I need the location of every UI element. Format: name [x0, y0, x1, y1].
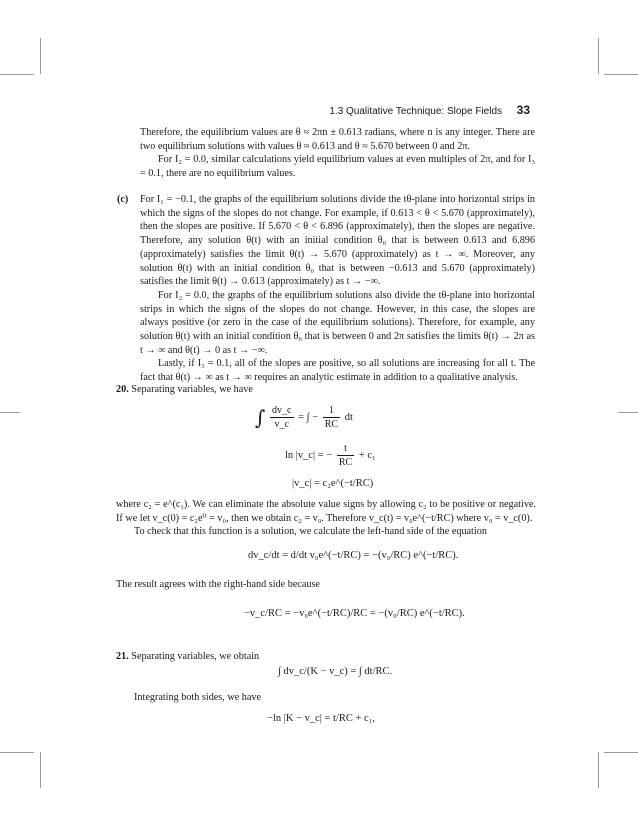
crop-mark: [40, 752, 41, 788]
crop-mark: [0, 74, 34, 75]
paragraph: Therefore, the equilibrium values are θ ≈ 2πn ± 0.613 radians, where n is any integer. There are two equilibrium solutions with values θ ≈ 0.613 and θ ≈ 5.670 between 0 and 2π.: [140, 127, 535, 152]
crop-mark: [604, 74, 638, 75]
problem-21-text: [134, 691, 534, 705]
crop-mark: [598, 38, 599, 74]
problem-number: 21.: [116, 651, 129, 662]
paragraph: The result agrees with the right-hand side because: [116, 579, 320, 590]
crop-mark: [0, 412, 20, 413]
equation-separated: ∫ $\frac{dv\_c}{v\_c}$ = ∫ − $\frac{1}{RC}$ dt: [255, 405, 353, 430]
part-label: (c): [117, 194, 129, 205]
problem-20-text: [116, 498, 536, 539]
section-title: 1.3 Qualitative Technique: Slope Fields: [329, 106, 503, 117]
equation-rhs-check: −v_c/RC = −v₀e^(−t/RC)/RC = −(v₀/RC) e^(−t/RC).: [244, 608, 465, 619]
equation-solution: |v_c| = c₂e^(−t/RC): [292, 478, 374, 489]
running-header: [329, 103, 530, 117]
problem-intro: Separating variables, we have: [131, 384, 253, 395]
part-b-tail: [140, 126, 535, 181]
problem-intro: Separating variables, we obtain: [131, 651, 260, 662]
paragraph: Lastly, if I₃ = 0.1, all of the slopes are positive, so all solutions are increasing for all t. The fact that θ(t) → ∞ as t → ∞ requires an analytic estimate in addition to a qualitative analysis.: [140, 358, 535, 384]
part-c: [117, 193, 535, 385]
equation-integrated: ln |v_c| = − $\frac{t}{RC}$ + c₁: [285, 443, 376, 468]
problem-number: 20.: [116, 384, 129, 395]
page-number: 33: [516, 103, 530, 117]
problem-20-text-2: [116, 578, 536, 592]
crop-mark: [40, 38, 41, 74]
equation-integrated-21: −ln |K − v_c| = t/RC + c₁,: [267, 713, 375, 724]
crop-mark: [598, 752, 599, 788]
crop-mark: [0, 752, 34, 753]
paragraph: For I₁ = −0.1, the graphs of the equilibrium solutions divide the tθ-plane into horizontal strips in which the signs of the slopes do not change. For example, if 0.613 < θ < 5.670 (approximately), then the slopes are positive. If 5.670 < θ < 6.896 (approximately), then the slopes are negative. Therefore, any solution θ(t) with an initial condition θ₀ that is between 0.613 and 6.896 (approximately) satisfies the limit θ(t) → 5.670 (approximately) as t → ∞. Moreover, any solution θ(t) with an initial condition θ₀ that is between −0.613 and 5.670 (approximately) satisfies the limit θ(t) → 0.613 (approximately) as t → −∞.: [140, 194, 535, 288]
problem-20-intro: [116, 383, 536, 397]
paragraph: where c₂ = e^(c₁). We can eliminate the absolute value signs by allowing c₂ to be positive or negative. If we let v_c(0) = c₂e⁰ = v₀, then we obtain c₂ = v₀. Therefore v_c(t) = v₀e^(−t/RC) where v₀ = v_c(0).: [116, 499, 536, 524]
problem-21-intro: [116, 650, 536, 664]
paragraph: For I₂ = 0.0, similar calculations yield equilibrium values at even multiples of 2π, and for I₃ = 0.1, there are no equilibrium values.: [140, 154, 535, 180]
equation-separated-21: ∫ dv_c/(K − v_c) = ∫ dt/RC.: [278, 666, 393, 677]
paragraph: For I₂ = 0.0, the graphs of the equilibrium solutions also divide the tθ-plane into horizontal strips in which the signs of the slopes do not change. However, in this case, the slopes are always positive (or zero in the case of the equilibrium solutions). Therefore, for example, any solution θ(t) with an initial condition θ₀ that is between 0 and 2π satisfies the limits θ(t) → 2π as t → ∞ and θ(t) → 0 as t → −∞.: [140, 289, 535, 356]
crop-mark: [604, 752, 638, 753]
equation-lhs-check: dv_c/dt = d/dt v₀e^(−t/RC) = −(v₀/RC) e^(−t/RC).: [248, 550, 459, 561]
paragraph: To check that this function is a solution, we calculate the left-hand side of the equation: [134, 526, 487, 538]
paragraph: Integrating both sides, we have: [134, 692, 262, 703]
crop-mark: [618, 412, 638, 413]
